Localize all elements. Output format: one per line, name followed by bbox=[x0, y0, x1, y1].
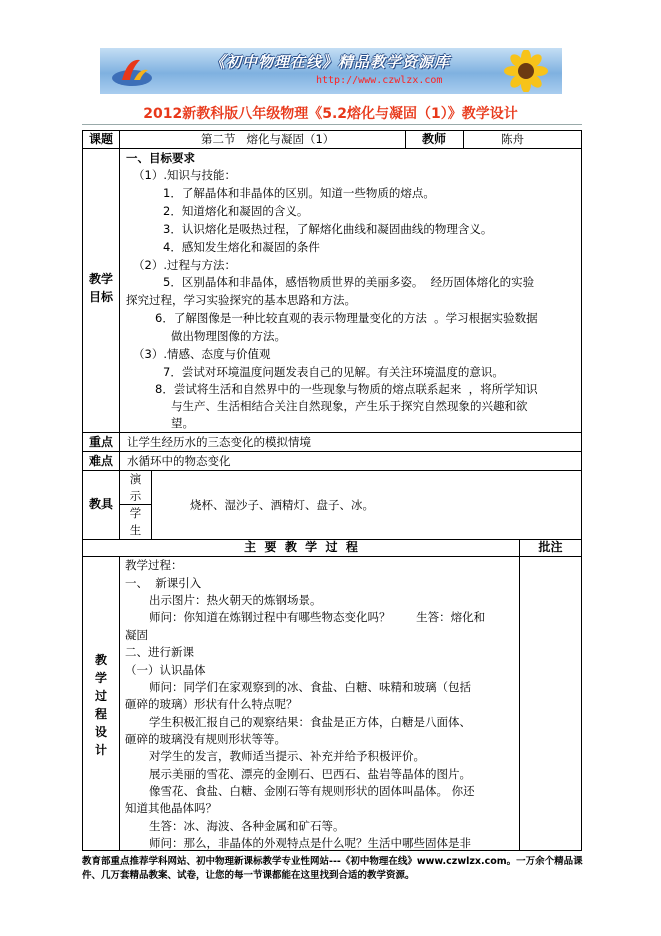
objectives-line: 1．了解晶体和非晶体的区别。知道一些物质的熔点。 bbox=[163, 186, 435, 200]
process-label-char: 程 bbox=[94, 707, 107, 721]
notes-header: 批注 bbox=[538, 540, 563, 554]
document-title: 2012新教科版八年级物理《5.2熔化与凝固（1）》教学设计 bbox=[143, 106, 518, 122]
tools-sub-label bbox=[120, 471, 151, 539]
row-divider bbox=[83, 148, 581, 149]
topic-label: 课题 bbox=[88, 132, 113, 146]
process-line: 师问：那么，非晶体的外观特点是什么呢？生活中哪些固体是非 bbox=[149, 836, 471, 850]
footer-line: 件、几万套精品教案、试卷，让您的每一节课都能在这里找到合适的教学资源。 bbox=[82, 870, 415, 881]
objectives-line: （3）.情感、态度与价值观 bbox=[133, 347, 271, 361]
process-line: 师问：同学们在家观察到的冰、食盐、白糖、味精和玻璃（包括 bbox=[149, 680, 471, 694]
objectives-line: 2．知道熔化和凝固的含义。 bbox=[163, 204, 309, 218]
lesson-plan-table bbox=[82, 130, 582, 851]
col-divider bbox=[463, 131, 464, 148]
process-line: 学生积极汇报自己的观察结果：食盐是正方体，白糖是八面体、 bbox=[149, 715, 471, 729]
tools-label: 教具 bbox=[88, 497, 113, 511]
process-line: 凝固 bbox=[125, 628, 148, 642]
process-line: （一）认识晶体 bbox=[125, 663, 206, 677]
process-line: 一、 新课引入 bbox=[125, 576, 202, 590]
objectives-heading: 一、目标要求 bbox=[126, 151, 195, 165]
process-label bbox=[83, 651, 119, 759]
banner-title: 《初中物理在线》精品教学资源库 bbox=[210, 53, 451, 71]
page-footer bbox=[82, 855, 582, 883]
objectives-line: （2）.过程与方法： bbox=[133, 258, 236, 272]
process-label-char: 计 bbox=[94, 743, 107, 757]
tools-sub-char: 学 bbox=[129, 506, 142, 520]
objectives-line: 4．感知发生熔化和凝固的条件 bbox=[163, 240, 320, 254]
objectives-label-line: 教学 bbox=[88, 272, 113, 286]
process-line: 对学生的发言，教师适当提示、补充并给予积极评价。 bbox=[149, 749, 425, 763]
col-divider bbox=[519, 539, 520, 850]
difficult-point-value: 水循环中的物态变化 bbox=[127, 454, 231, 468]
process-line: 知道其他晶体吗？ bbox=[125, 801, 217, 815]
process-line: 砸碎的玻璃没有规则形状等等。 bbox=[125, 732, 286, 746]
header-banner bbox=[100, 48, 562, 94]
objectives-line: 5．区别晶体和非晶体，感悟物质世界的美丽多姿。 经历固体熔化的实验 bbox=[163, 275, 535, 289]
process-header: 主 要 教 学 过 程 bbox=[244, 540, 358, 554]
objectives-line: 3．认识熔化是吸热过程，了解熔化曲线和凝固曲线的物理含义。 bbox=[163, 222, 493, 236]
col-divider bbox=[151, 470, 152, 539]
title-divider bbox=[82, 124, 582, 125]
tools-sub-char: 示 bbox=[129, 489, 142, 503]
tools-sub-char: 演 bbox=[129, 472, 142, 486]
objectives-line: （1）.知识与技能： bbox=[133, 168, 236, 182]
tools-value: 烧杯、湿沙子、酒精灯、盘子、冰。 bbox=[190, 498, 374, 512]
objectives-line: 8．尝试将生活和自然界中的一些现象与物质的熔点联系起来 ，将所学知识 bbox=[155, 382, 538, 396]
process-line: 砸碎的玻璃）形状有什么特点呢？ bbox=[125, 697, 298, 711]
col-divider bbox=[119, 556, 120, 850]
process-line: 像雪花、食盐、白糖、金刚石等有规则形状的固体叫晶体。 你还 bbox=[149, 784, 475, 798]
teacher-value: 陈舟 bbox=[501, 132, 524, 146]
objectives-line: 6．了解图像是一种比较直观的表示物理量变化的方法 。学习根据实验数据 bbox=[155, 311, 538, 325]
objectives-line: 做出物理图像的方法。 bbox=[171, 329, 286, 343]
objectives-label-line: 目标 bbox=[88, 290, 113, 304]
objectives-line: 与生产、生活相结合关注自然现象，产生乐于探究自然现象的兴趣和欲 bbox=[171, 399, 528, 413]
banner-url[interactable]: http://www.czwlzx.com bbox=[316, 75, 443, 86]
objectives-label bbox=[83, 270, 119, 306]
topic-value: 第二节 熔化与凝固（1） bbox=[201, 132, 335, 146]
process-label-char: 学 bbox=[94, 671, 107, 685]
objectives-line: 7．尝试对环境温度问题发表自己的见解。有关注环境温度的意识。 bbox=[163, 365, 504, 379]
objectives-line: 探究过程，学习实验探究的基本思路和方法。 bbox=[126, 293, 356, 307]
process-line: 二、进行新课 bbox=[125, 645, 194, 659]
process-line: 教学过程： bbox=[125, 558, 183, 572]
process-line: 生答：冰、海波、各种金属和矿石等。 bbox=[149, 819, 345, 833]
process-line: 展示美丽的雪花、漂亮的金刚石、巴西石、盐岩等晶体的图片。 bbox=[149, 767, 471, 781]
difficult-point-label: 难点 bbox=[88, 454, 113, 468]
process-label-char: 教 bbox=[94, 653, 107, 667]
process-label-char: 设 bbox=[94, 725, 107, 739]
footer-line: 教育部重点推荐学科网站、初中物理新课标教学专业性网站---《初中物理在线》www.czwlzx.com。一万余个精品课 bbox=[82, 856, 583, 867]
process-line: 师问：你知道在炼钢过程中有哪些物态变化吗？ 生答：熔化和 bbox=[149, 610, 486, 624]
process-line: 出示图片：热火朝天的炼钢场景。 bbox=[149, 593, 322, 607]
process-label-char: 过 bbox=[94, 689, 107, 703]
site-logo-icon bbox=[110, 56, 154, 88]
sunflower-icon bbox=[496, 50, 556, 92]
key-point-label: 重点 bbox=[88, 435, 113, 449]
tools-sub-char: 生 bbox=[129, 523, 142, 537]
key-point-value: 让学生经历水的三态变化的模拟情境 bbox=[127, 435, 311, 449]
teacher-label: 教师 bbox=[421, 132, 446, 146]
objectives-line: 望。 bbox=[171, 416, 194, 430]
row-divider bbox=[83, 470, 581, 471]
